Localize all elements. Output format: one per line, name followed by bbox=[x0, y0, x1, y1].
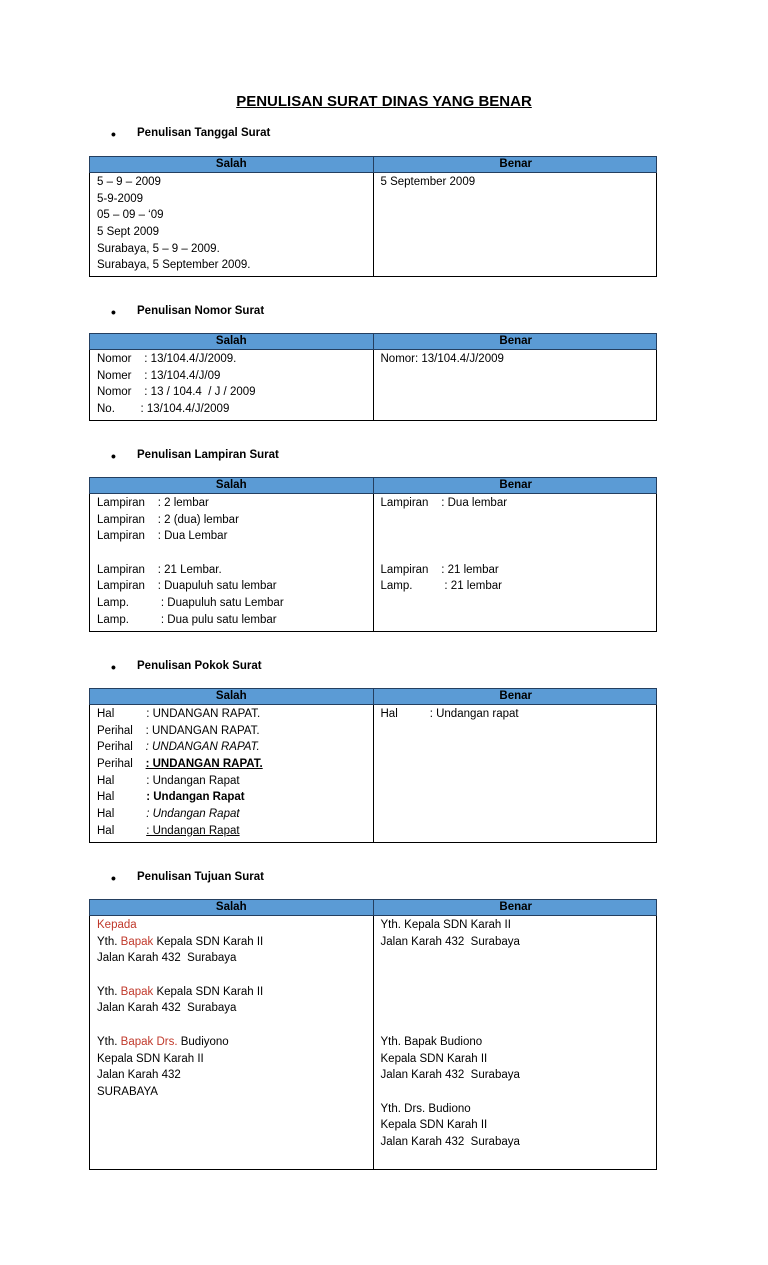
list-item: Yth. Kepala SDN Karah II bbox=[380, 919, 511, 931]
header-benar: Benar bbox=[373, 900, 657, 916]
list-item bbox=[97, 545, 367, 562]
list-item bbox=[381, 967, 651, 984]
bullet-icon: • bbox=[111, 304, 116, 320]
list-item: Yth. Bapak Budiono bbox=[380, 1035, 483, 1048]
list-item: Jalan Karah 432 Surabaya bbox=[380, 1069, 520, 1082]
list-item: Perihal : UNDANGAN RAPAT. bbox=[97, 741, 260, 754]
list-item: Lamp. : Dua pulu satu lembar bbox=[97, 613, 277, 626]
list-item: 05 – 09 – ‘09 bbox=[97, 209, 164, 222]
list-item: Hal : UNDANGAN RAPAT. bbox=[97, 708, 261, 720]
cell-salah bbox=[90, 173, 374, 277]
header-benar: Benar bbox=[373, 689, 657, 705]
list-item: 5 Sept 2009 bbox=[97, 226, 160, 239]
list-item: Lampiran : Dua Lembar bbox=[97, 530, 228, 543]
list-item: Lamp. : 21 lembar bbox=[380, 580, 502, 593]
list-item bbox=[381, 984, 651, 1001]
list-item: Yth. Drs. Budiono bbox=[380, 1102, 471, 1115]
list-item: Nomor: 13/104.4/J/2009 bbox=[380, 353, 504, 365]
header-benar: Benar bbox=[373, 478, 657, 494]
list-item: Surabaya, 5 September 2009. bbox=[97, 259, 251, 272]
header-salah: Salah bbox=[90, 900, 374, 916]
table-tujuan bbox=[89, 899, 657, 1170]
page-title: PENULISAN SURAT DINAS YANG BENAR bbox=[236, 93, 532, 110]
header-benar: Benar bbox=[373, 334, 657, 350]
list-item: Yth. Bapak Kepala SDN Karah II bbox=[97, 985, 264, 998]
cell-benar bbox=[373, 173, 657, 277]
list-item bbox=[381, 528, 651, 545]
list-item: 5 September 2009 bbox=[380, 176, 476, 188]
list-item bbox=[381, 1000, 651, 1017]
list-item bbox=[381, 512, 651, 529]
list-item: Hal : Undangan rapat bbox=[380, 708, 519, 720]
list-item bbox=[381, 1084, 651, 1101]
cell-salah bbox=[90, 350, 374, 421]
header-salah: Salah bbox=[90, 478, 374, 494]
table-pokok bbox=[89, 688, 657, 843]
table-lampiran bbox=[89, 477, 657, 632]
list-item: Jalan Karah 432 Surabaya bbox=[380, 935, 520, 948]
list-item: Jalan Karah 432 Surabaya bbox=[97, 952, 237, 965]
list-item bbox=[381, 1017, 651, 1034]
header-salah: Salah bbox=[90, 157, 374, 173]
list-item: Yth. Bapak Drs. Budiyono bbox=[97, 1035, 229, 1048]
list-item: Perihal : UNDANGAN RAPAT. bbox=[97, 758, 263, 771]
bullet-icon: • bbox=[111, 870, 116, 886]
list-item bbox=[97, 967, 367, 984]
cell-salah bbox=[90, 916, 374, 1170]
list-item: Lampiran : 2 (dua) lembar bbox=[97, 513, 239, 526]
list-item: No. : 13/104.4/J/2009 bbox=[97, 403, 230, 416]
list-item: Nomor : 13 / 104.4 / J / 2009 bbox=[97, 386, 256, 399]
cell-benar bbox=[373, 916, 657, 1170]
table-nomor bbox=[89, 333, 657, 421]
list-item: Hal : Undangan Rapat bbox=[97, 808, 240, 821]
list-item: 5-9-2009 bbox=[97, 192, 144, 205]
list-item: Lampiran : Dua lembar bbox=[380, 497, 508, 509]
list-item: Lampiran : Duapuluh satu lembar bbox=[97, 580, 277, 593]
list-item: Kepala SDN Karah II bbox=[380, 1052, 488, 1065]
list-item: Jalan Karah 432 Surabaya bbox=[97, 1002, 237, 1015]
list-item: Lampiran : 21 Lembar. bbox=[97, 563, 222, 576]
cell-benar bbox=[373, 350, 657, 421]
list-item: Hal : Undangan Rapat bbox=[97, 824, 240, 837]
bullet-icon: • bbox=[111, 448, 116, 464]
list-item: Surabaya, 5 – 9 – 2009. bbox=[97, 242, 220, 255]
list-item: Lamp. : Duapuluh satu Lembar bbox=[97, 597, 284, 610]
list-item: Nomor : 13/104.4/J/2009. bbox=[97, 353, 237, 365]
header-salah: Salah bbox=[90, 334, 374, 350]
cell-salah bbox=[90, 494, 374, 632]
cell-benar bbox=[373, 494, 657, 632]
list-item: Kepala SDN Karah II bbox=[380, 1119, 488, 1132]
list-item bbox=[381, 545, 651, 562]
list-item: Lampiran : 21 lembar bbox=[380, 563, 499, 576]
bullet-icon: • bbox=[111, 659, 116, 675]
list-item: Jalan Karah 432 bbox=[97, 1069, 181, 1082]
list-item bbox=[97, 1017, 367, 1034]
list-item: Kepala SDN Karah II bbox=[97, 1052, 204, 1065]
table-tanggal bbox=[89, 156, 657, 277]
list-item bbox=[381, 950, 651, 967]
list-item: Yth. Bapak Kepala SDN Karah II bbox=[97, 935, 264, 948]
bullet-icon: • bbox=[111, 126, 116, 142]
list-item: Jalan Karah 432 Surabaya bbox=[380, 1135, 520, 1148]
list-item: Nomer : 13/104.4/J/09 bbox=[97, 369, 221, 382]
list-item: SURABAYA bbox=[97, 1085, 158, 1098]
cell-salah bbox=[90, 705, 374, 843]
list-item: Hal : Undangan Rapat bbox=[97, 791, 245, 804]
list-item: Hal : Undangan Rapat bbox=[97, 774, 240, 787]
list-item: 5 – 9 – 2009 bbox=[97, 176, 161, 188]
cell-benar bbox=[373, 705, 657, 843]
header-salah: Salah bbox=[90, 689, 374, 705]
list-item: Kepada bbox=[97, 919, 137, 931]
list-item: Perihal : UNDANGAN RAPAT. bbox=[97, 724, 260, 737]
header-benar: Benar bbox=[373, 157, 657, 173]
list-item: Lampiran : 2 lembar bbox=[97, 497, 209, 509]
